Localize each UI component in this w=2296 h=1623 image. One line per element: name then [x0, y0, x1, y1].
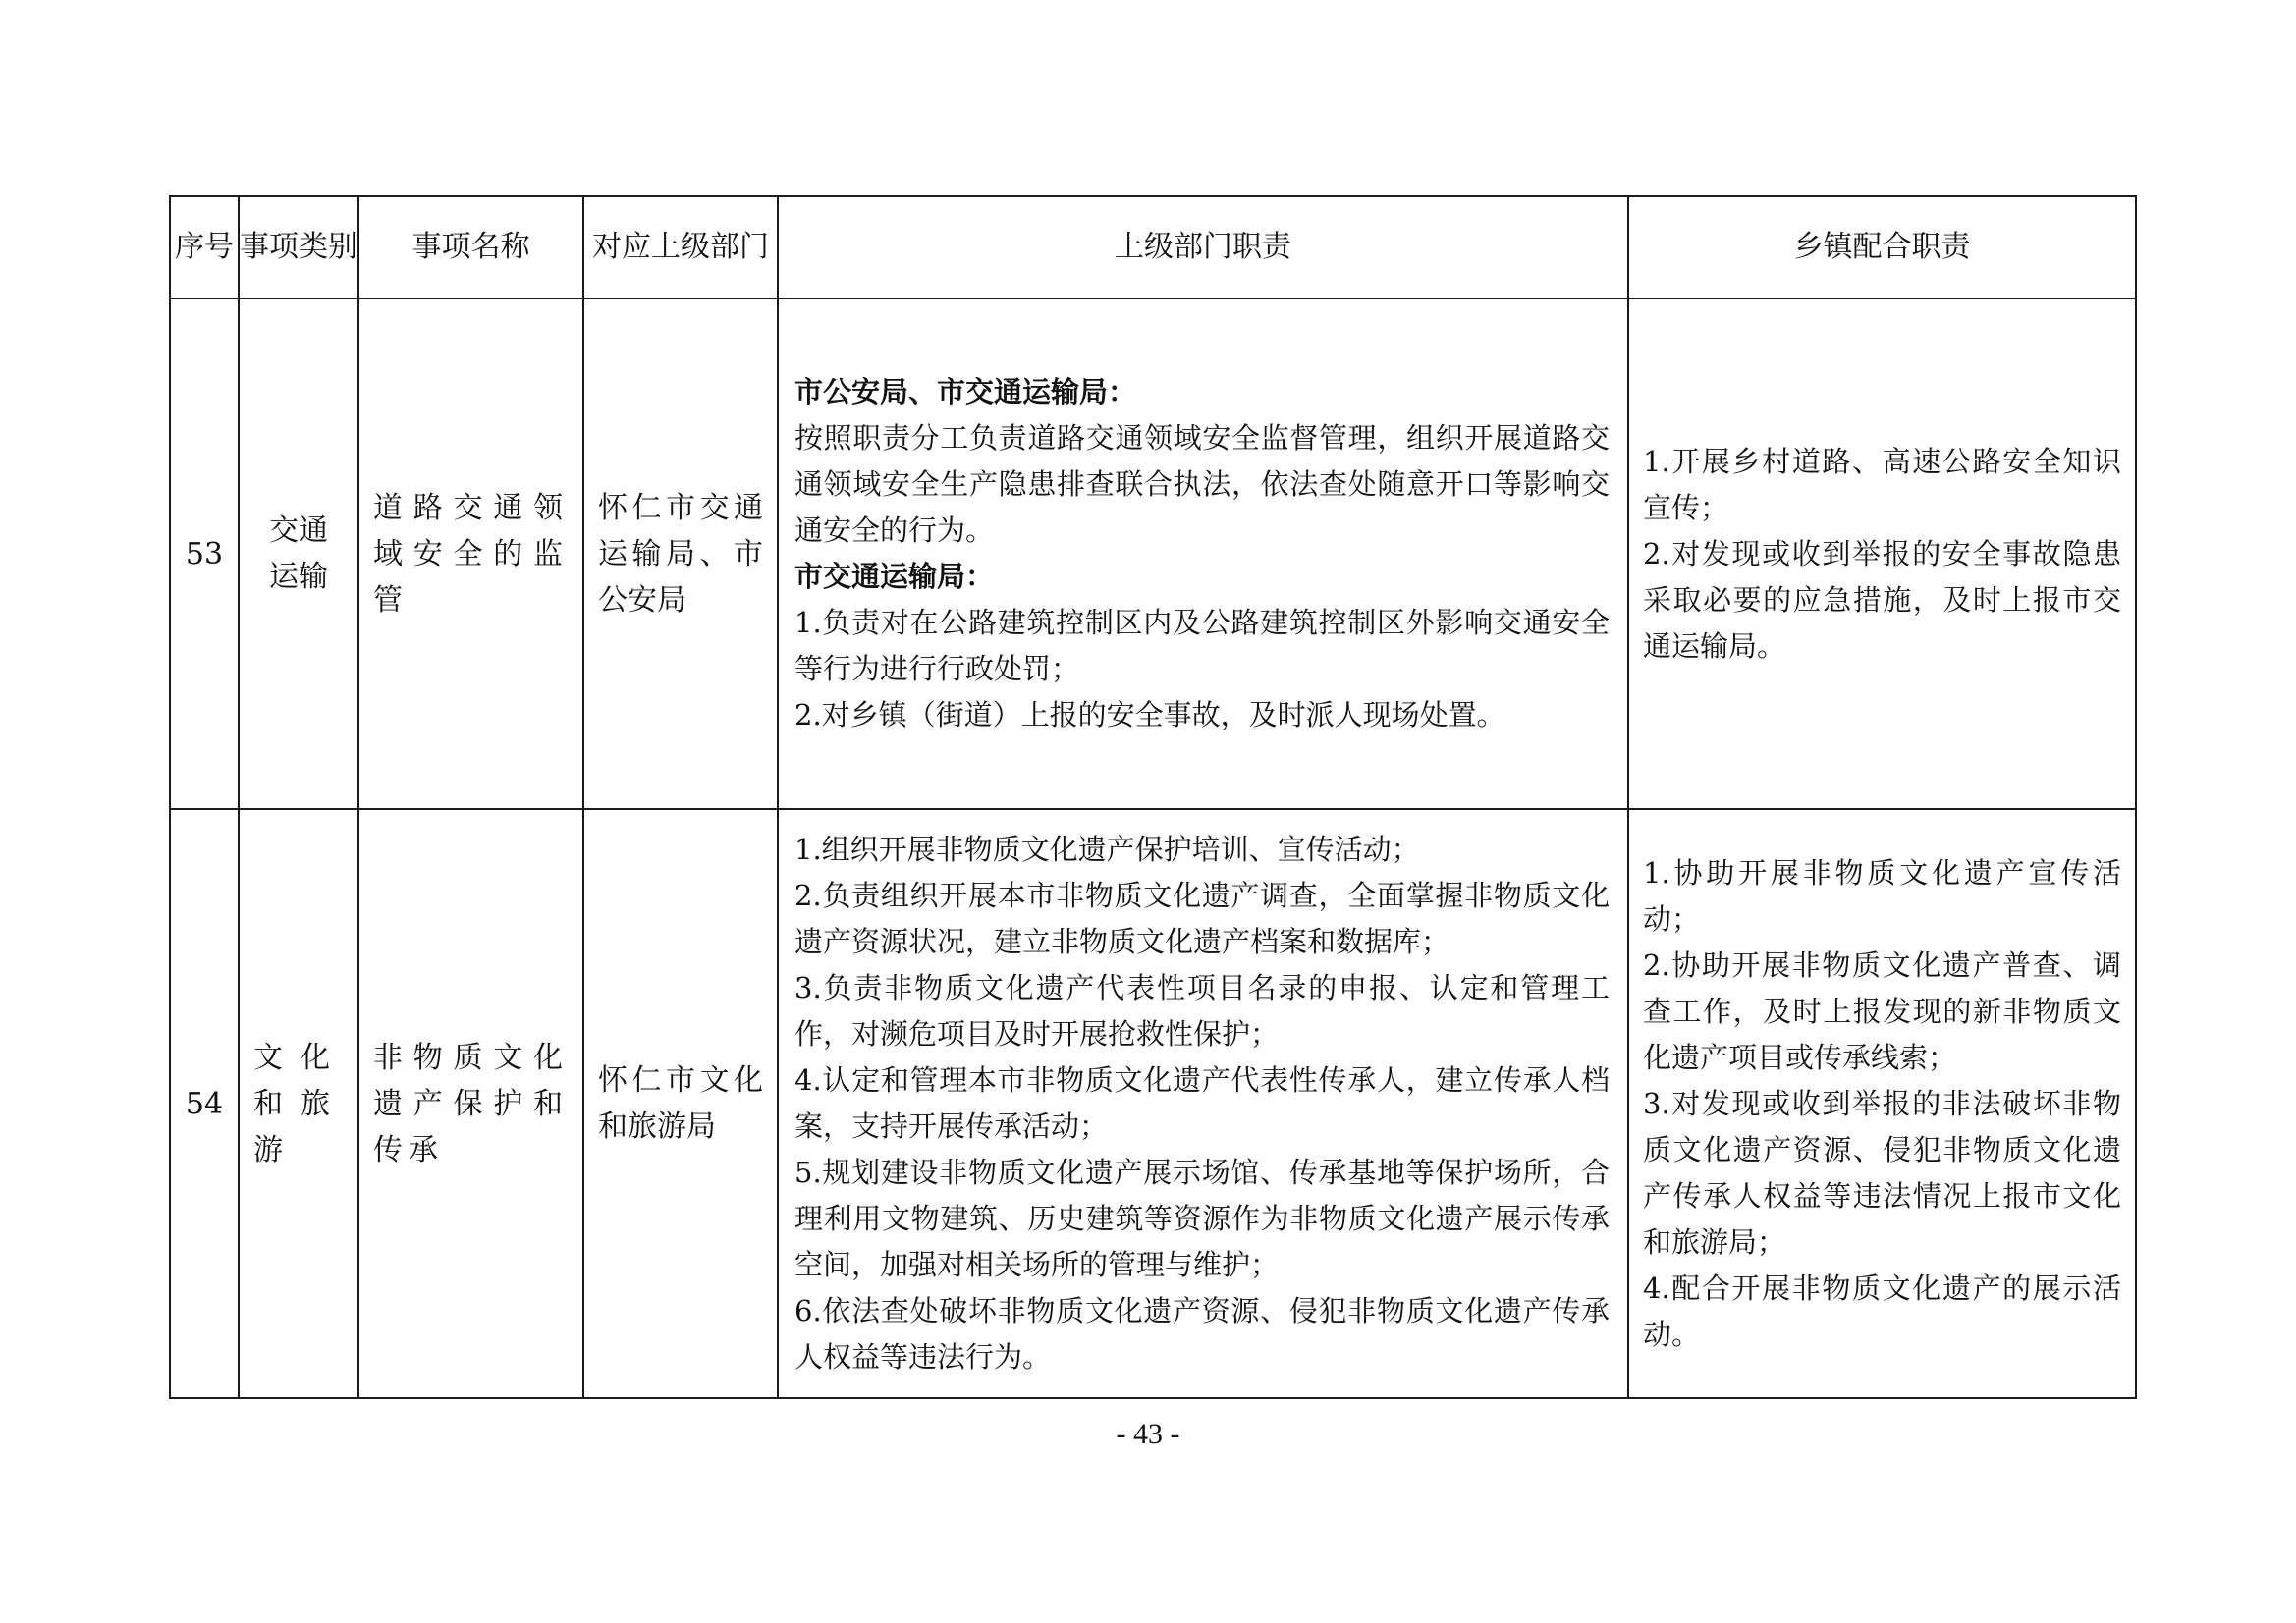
town-duty-item: 4.配合开展非物质文化遗产的展示活动。 [1643, 1271, 2121, 1351]
row-category [239, 298, 358, 809]
duty-item: 5.规划建设非物质文化遗产展示场馆、传承基地等保护场所，合理利用文物建筑、历史建筑等资源作为非物质文化遗产展示传承空间，加强对相关场所的管理与维护； [794, 1156, 1610, 1281]
row-superior-duty [778, 298, 1628, 809]
header-category: 事项类别 [239, 196, 358, 298]
row-town-duty [1628, 809, 2136, 1398]
row-town-duty [1628, 298, 2136, 809]
duty-heading: 市交通运输局： [794, 560, 995, 593]
row-item-name-text: 非物质文化遗产保护和传承 [373, 1040, 569, 1167]
row-number: 53 [170, 298, 239, 809]
row-superior-dept [583, 809, 778, 1398]
duty-item: 2.负责组织开展本市非物质文化遗产调查，全面掌握非物质文化遗产资源状况，建立非物质文化遗产档案和数据库； [794, 879, 1610, 958]
row-item-name-text: 道路交通领域安全的监管 [373, 490, 569, 618]
duty-item: 6.依法查处破坏非物质文化遗产资源、侵犯非物质文化遗产传承人权益等违法行为。 [794, 1294, 1610, 1374]
town-duty-item: 2.协助开展非物质文化遗产普查、调查工作，及时上报发现的新非物质文化遗产项目或传承线索； [1643, 947, 2121, 1074]
row-category-text: 文化和旅游 [253, 1040, 344, 1167]
row-category-text: 交通运输 [269, 514, 328, 594]
duty-item: 4.认定和管理本市非物质文化遗产代表性传承人，建立传承人档案，支持开展传承活动； [794, 1063, 1610, 1143]
duty-paragraph: 按照职责分工负责道路交通领域安全监督管理，组织开展道路交通领域安全生产隐患排查联合执法，依法查处随意开口等影响交通安全的行为。 [794, 421, 1610, 547]
row-category [239, 809, 358, 1398]
table-row [170, 809, 2136, 1398]
row-superior-dept-text: 怀仁市交通运输局、市公安局 [598, 490, 763, 618]
town-duty-item: 3.对发现或收到举报的非法破坏非物质文化遗产资源、侵犯非物质文化遗产传承人权益等违法情况上报市文化和旅游局； [1643, 1086, 2121, 1259]
row-item-name [358, 298, 583, 809]
duty-item: 3.负责非物质文化遗产代表性项目名录的申报、认定和管理工作，对濒危项目及时开展抢救性保护； [794, 971, 1610, 1051]
row-item-name [358, 809, 583, 1398]
town-duty-item: 2.对发现或收到举报的安全事故隐患采取必要的应急措施，及时上报市交通运输局。 [1643, 536, 2121, 663]
duty-item: 1.组织开展非物质文化遗产保护培训、宣传活动； [794, 833, 1420, 866]
row-superior-duty [778, 809, 1628, 1398]
duty-item: 2.对乡镇（街道）上报的安全事故，及时派人现场处置。 [794, 698, 1505, 731]
table-header-row [170, 196, 2136, 298]
header-item-name: 事项名称 [358, 196, 583, 298]
header-town-duty: 乡镇配合职责 [1628, 196, 2136, 298]
town-duty-item: 1.开展乡村道路、高速公路安全知识宣传； [1643, 444, 2121, 524]
table-row [170, 298, 2136, 809]
header-superior-duty: 上级部门职责 [778, 196, 1628, 298]
row-superior-dept [583, 298, 778, 809]
header-superior-dept: 对应上级部门 [583, 196, 778, 298]
duty-item: 1.负责对在公路建筑控制区内及公路建筑控制区外影响交通安全等行为进行行政处罚； [794, 606, 1610, 685]
duty-table [169, 195, 2137, 1399]
town-duty-item: 1.协助开展非物质文化遗产宣传活动； [1643, 855, 2121, 936]
row-superior-dept-text: 怀仁市文化和旅游局 [598, 1063, 763, 1144]
duty-heading: 市公安局、市交通运输局： [794, 375, 1137, 408]
page-number: - 43 - [1116, 1418, 1180, 1450]
row-number: 54 [170, 809, 239, 1398]
header-no: 序号 [170, 196, 239, 298]
